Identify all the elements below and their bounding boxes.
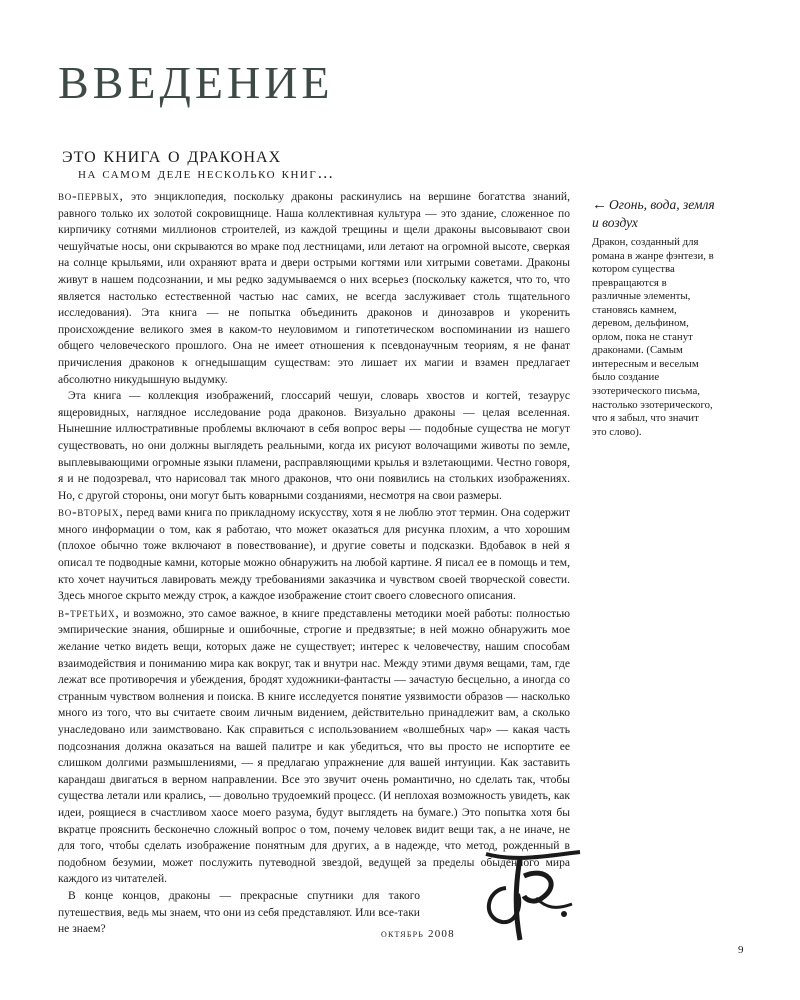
lead-word: в-третьих, [58, 604, 120, 620]
paragraph-collection [58, 388, 570, 504]
paragraph-text: и возможно, это самое важное, в книге представлены методики моей работы: полностью эмпирические знания, обширные и ошибочные, строгие и предвзятые; в ней можно обнаружить мое желание четко видеть вещи, которых даже не существует; интерес к человечеству, нашим способам взаимодействия и пониманию мира как вокруг, так и внутри нас. Между этими двумя вещами, там, где лежат все противоречия и убеждения, бродят художники-фантасты — зачастую бесцельно, а иногда со странным чувством волнения и поиска. В книге исследуется понятие уязвимости образов — насколько много из того, что вы считаете своим личным видением, действительно принадлежит вам, а сколько унаследовано или заимствовано. Как справиться с использованием «волшебных чар» — какая часть подсознания должна оказаться на вашей палитре и как убедиться, что вы просто не испортите ее слишком долгими размышлениями, — я предлагаю упражнение для вашей интуиции. Как заставить карандаш двигаться в верном направлении. Все это звучит очень романтично, но сделать так, чтобы существа летали или крались, — довольно трудоемкий процесс. (И неплохая возможность увидеть, как идеи, роящиеся в счастливом хаосе моего разума, будут выглядеть на бумаге.) Это попытка хотя бы вкратце прояснить бесконечно сложный вопрос о том, почему человек видит вещи так, а не иначе, не для того, чтобы сделать изображение понятным для других, а в надежде, что метод, рожденный в подобном безумии, может послужить путеводной звездой, ведущей за пределы обыденного мира каждого из читателей. [58, 607, 570, 886]
page-number: 9 [738, 944, 744, 956]
paragraph-second [58, 504, 570, 605]
paragraph-third [58, 605, 570, 888]
body-text [58, 188, 570, 938]
caption-heading [592, 196, 716, 232]
left-arrow-icon: ← [592, 197, 607, 213]
lead-word: во-первых, [58, 188, 124, 203]
caption-text: Дракон, созданный для романа в жанре фэнтези, в котором существа превращаются в различные элементы, становясь камнем, деревом, дельфином, орлом, пока не станут драконами. (Самым интересным и веселым было создание эзотерического письма, настолько эзотерического, что я забыл, что значит это слово). [592, 236, 714, 438]
paragraph-text: перед вами книга по прикладному искусству, хотя я не люблю этот термин. Она содержит много информации о том, как я работаю, что может оказаться для рисунка плохим, а что хорошим (плохое обычно тоже включают в повествование), и другие советы и подсказки. Вдобавок в ней я описал те подводные камни, которые можно обнаружить на любой картине. Я писал ее в помощь и тем, кто хочет научиться лавировать между требованиями заказчика и чувством своей творческой совести. Здесь многое скрыто между строк, а каждое изображение стоит своего словесного описания. [58, 507, 570, 603]
paragraph-first [58, 188, 570, 388]
paragraph-text: это энциклопедия, поскольку драконы раскинулись на вершине богатства знаний, равного только их золотой сокровищнице. Наша коллективная культура — это здание, сложенное по кирпичику сотнями миллионов строителей, из каждой трещины и щели драконы высовывают свои чешуйчатые носы, они скрываются во мраке под лестницами, или летают на огромной высоте, сверкая на солнце крыльями, или охраняют врата и двери острыми когтями или хитрыми советами. Драконы живут в нашем подсознании, и мы редко задумываемся о них всерьез (поскольку кажется, что то, что является настолько естественной частью нас самих, не всегда заслуживает столь тщательного исследования). Эта книга — не попытка объединить драконов и динозавров и укоренить происхождение великого змея в каком-то неуловимом и гипотетическом воспоминании из нашего общего человеческого прошлого. Она не имеет отношения к псевдонаучным теориям, я не фанат причисления драконов к огнедышащим существам: это лишает их магии и взамен предлагает абсолютно никудышную выдумку. [58, 191, 570, 386]
lead-word: во-вторых, [58, 504, 124, 520]
paragraph-text: В конце концов, драконы — прекрасные спутники для такого путешествия, ведь мы знаем, что они из себя представляют. Или все-таки не знаем? [58, 889, 420, 936]
caption-heading-text: Огонь, вода, земля и воздух [592, 197, 715, 230]
signature-icon [476, 848, 586, 944]
subtitle-line-2: на самом деле несколько книг… [78, 165, 335, 182]
paragraph-text: Эта книга — коллекция изображений, глоссарий чешуи, словарь хвостов и когтей, тезаурус ящеровидных, наглядное исследование рода драконов. Визуально драконы — целая вселенная. Нынешние иллюстративные проблемы включают в себя вопрос веры — подобные существа не могут существовать, но они должны выглядеть реальными, когда их рисуют волочащими животы по земле, выплевывающими огромные языки пламени, расправляющими крылья и взлетающими. Честно говоря, я и не подозревал, что нарисовал так много драконов, что они появились на стольких изображениях. Но, с другой стороны, они могут быть коварными созданиями, несмотря на свои размеры. [58, 390, 570, 502]
page-title: введение [58, 40, 334, 113]
date-label: октябрь 2008 [381, 928, 455, 940]
sidebar-caption [592, 196, 716, 439]
subtitle-line-1: это книга о драконах [62, 142, 282, 167]
